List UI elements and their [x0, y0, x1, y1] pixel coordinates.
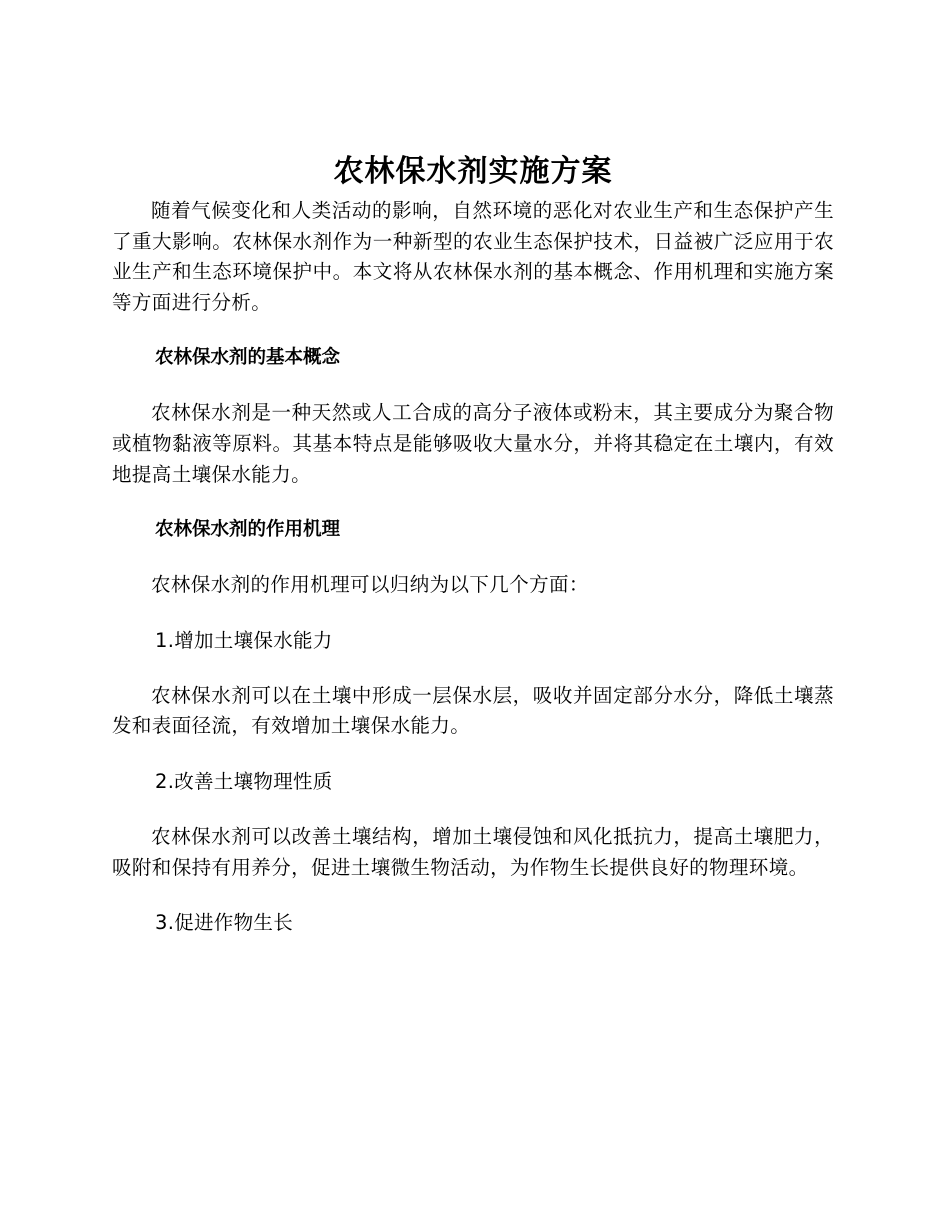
section-heading-basic-concept: 农林保水剂的基本概念	[155, 347, 341, 369]
section-heading-mechanism: 农林保水剂的作用机理	[155, 519, 341, 541]
mechanism-item-3-title: 3.促进作物生长	[155, 911, 294, 935]
mechanism-item-1-paragraph: 农林保水剂可以在土壤中形成一层保水层，吸收并固定部分水分，降低土壤蒸发和表面径流，有效增加土壤保水能力。	[112, 683, 834, 738]
intro-paragraph: 随着气候变化和人类活动的影响，自然环境的恶化对农业生产和生态保护产生了重大影响。农林保水剂作为一种新型的农业生态保护技术，日益被广泛应用于农业生产和生态环境保护中。本文将从农林保水剂的基本概念、作用机理和实施方案等方面进行分析。	[112, 199, 834, 314]
document-page	[112, 150, 834, 938]
mechanism-item-2-title: 2.改善土壤物理性质	[155, 769, 333, 793]
basic-concept-paragraph: 农林保水剂是一种天然或人工合成的高分子液体或粉末，其主要成分为聚合物或植物黏液等原料。其基本特点是能够吸收大量水分，并将其稳定在土壤内，有效地提高土壤保水能力。	[112, 401, 834, 486]
mechanism-item-1-title: 1.增加土壤保水能力	[155, 628, 333, 652]
document-title: 农林保水剂实施方案	[333, 154, 613, 189]
mechanism-item-2-paragraph: 农林保水剂可以改善土壤结构，增加土壤侵蚀和风化抵抗力，提高土壤肥力，吸附和保持有用养分，促进土壤微生物活动，为作物生长提供良好的物理环境。	[112, 824, 834, 879]
mechanism-intro-paragraph: 农林保水剂的作用机理可以归纳为以下几个方面：	[151, 573, 589, 597]
